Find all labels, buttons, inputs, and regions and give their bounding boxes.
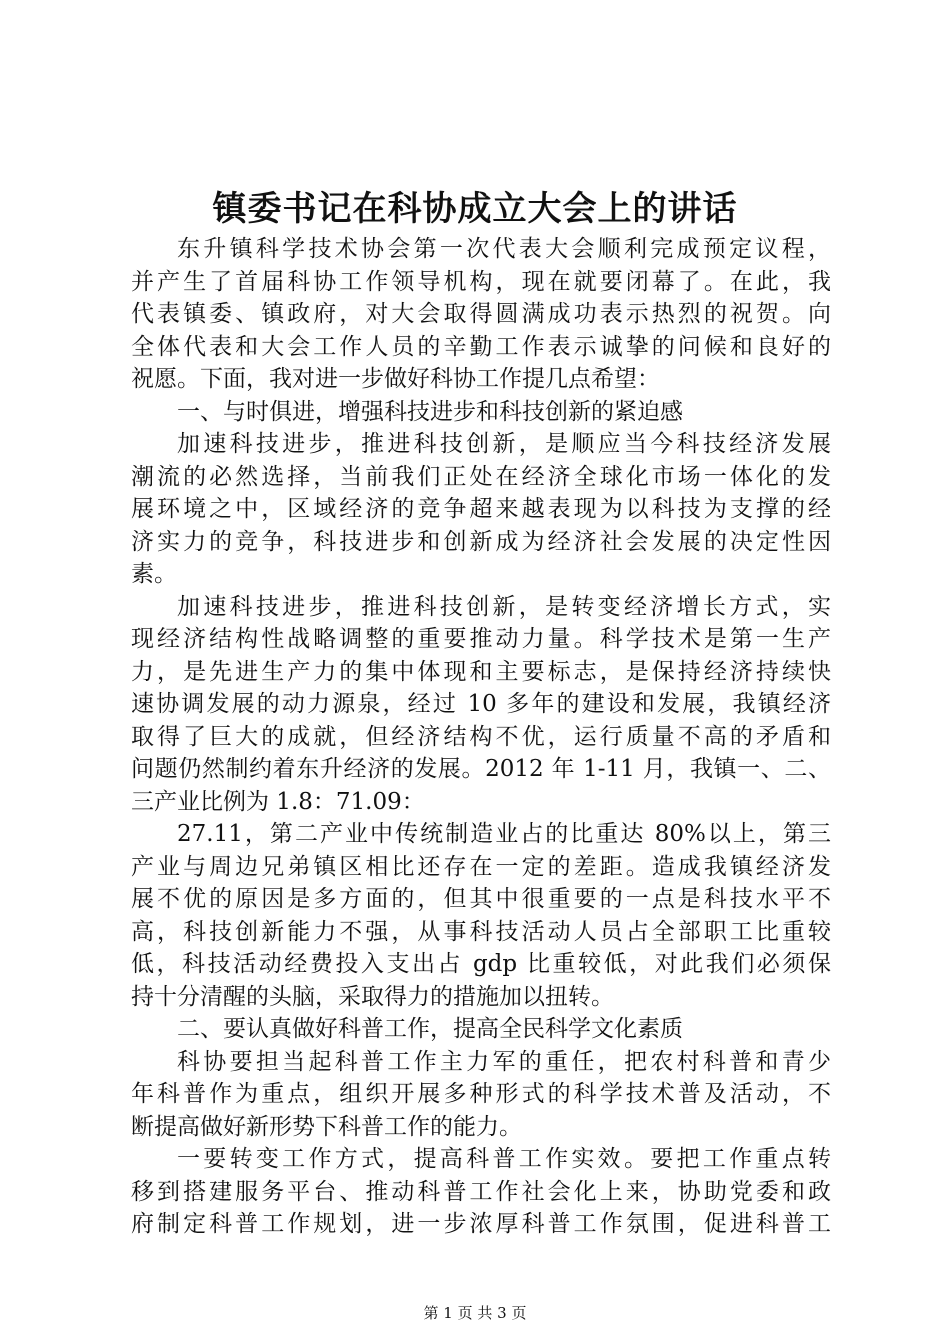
page-footer: 第 1 页 共 3 页 <box>423 1304 527 1322</box>
text-line: 二、要认真做好科普工作，提高全民科学文化素质 <box>177 1016 683 1042</box>
text-line: 持十分清醒的头脑，采取得力的措施加以扭转。 <box>131 983 614 1010</box>
text-line: 问题仍然制约着东升经济的发展。2012 年 1-11 月，我镇一、二、 <box>131 756 831 782</box>
text-line: 展环境之中，区域经济的竞争超来越表现为以科技为支撑的经 <box>131 496 831 522</box>
text-line: 现经济结构性战略调整的重要推动力量。科学技术是第一生产 <box>131 626 831 652</box>
document-body <box>131 233 831 1241</box>
text-line: 产业与周边兄弟镇区相比还存在一定的差距。造成我镇经济发 <box>131 853 831 880</box>
text-line: 代表镇委、镇政府，对大会取得圆满成功表示热烈的祝贺。向 <box>131 301 831 327</box>
text-line: 力，是先进生产力的集中体现和主要标志，是保持经济持续快 <box>131 658 831 685</box>
text-line: 三产业比例为 1.8：71.09： <box>131 788 425 815</box>
text-line: 27.11，第二产业中传统制造业占的比重达 80%以上，第三 <box>177 821 831 847</box>
text-line: 取得了巨大的成就，但经济结构不优，运行质量不高的矛盾和 <box>131 723 831 750</box>
text-line: 潮流的必然选择，当前我们正处在经济全球化市场一体化的发 <box>131 463 831 490</box>
text-line: 济实力的竞争，科技进步和创新成为经济社会发展的决定性因 <box>131 528 831 555</box>
text-line: 一要转变工作方式，提高科普工作实效。要把工作重点转 <box>177 1146 831 1172</box>
text-line: 并产生了首届科协工作领导机构，现在就要闭幕了。在此，我 <box>131 268 831 295</box>
text-line: 祝愿。下面，我对进一步做好科协工作提几点希望： <box>131 366 660 392</box>
text-line: 加速科技进步，推进科技创新，是转变经济增长方式，实 <box>177 593 831 620</box>
text-line: 东升镇科学技术协会第一次代表大会顺利完成预定议程， <box>177 236 831 262</box>
text-line: 全体代表和大会工作人员的辛勤工作表示诚挚的问候和良好的 <box>131 333 831 360</box>
text-line: 科协要担当起科普工作主力军的重任，把农村科普和青少 <box>177 1048 831 1075</box>
text-line: 一、与时俱进，增强科技进步和科技创新的紧迫感 <box>177 398 683 425</box>
text-line: 高，科技创新能力不强，从事科技活动人员占全部职工比重较 <box>131 918 831 945</box>
text-line: 加速科技进步，推进科技创新，是顺应当今科技经济发展 <box>177 431 831 457</box>
text-line: 速协调发展的动力源泉，经过 10 多年的建设和发展，我镇经济 <box>131 691 831 717</box>
document-title: 镇委书记在科协成立大会上的讲话 <box>212 189 738 229</box>
text-line: 素。 <box>131 561 177 587</box>
text-line: 断提高做好新形势下科普工作的能力。 <box>131 1113 522 1140</box>
text-line: 移到搭建服务平台、推动科普工作社会化上来，协助党委和政 <box>131 1178 831 1205</box>
text-line: 年科普作为重点，组织开展多种形式的科学技术普及活动，不 <box>131 1081 831 1107</box>
text-line: 府制定科普工作规划，进一步浓厚科普工作氛围，促进科普工 <box>131 1211 831 1237</box>
text-line: 展不优的原因是多方面的，但其中很重要的一点是科技水平不 <box>131 886 831 912</box>
text-line: 低，科技活动经费投入支出占 gdp 比重较低，对此我们必须保 <box>131 951 831 977</box>
